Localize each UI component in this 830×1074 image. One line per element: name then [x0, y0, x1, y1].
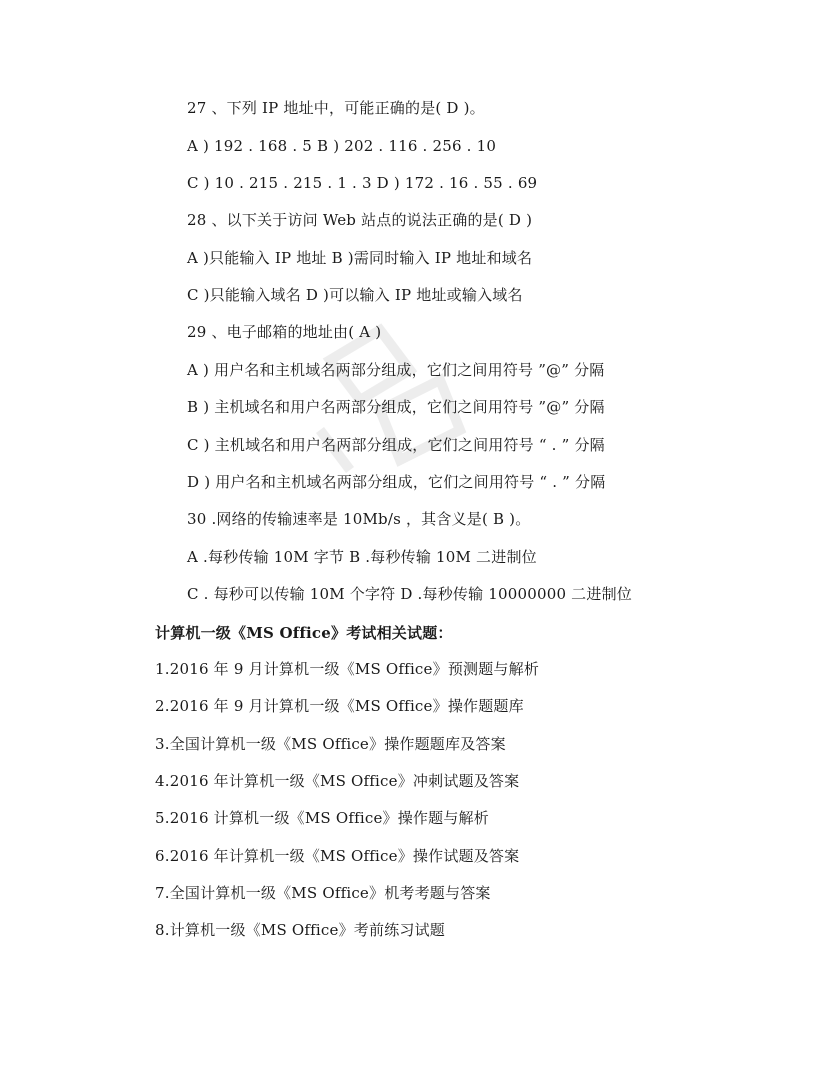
related-link-6[interactable]: 6.2016 年计算机一级《MS Office》操作试题及答案 — [155, 847, 520, 865]
question-27-options-cd: C ) 10 . 215 . 215 . 1 . 3 D ) 172 . 16 . 55 . 69 — [187, 174, 538, 192]
question-30-options-ab: A .每秒传输 10M 字节 B .每秒传输 10M 二进制位 — [187, 548, 537, 566]
question-30-text: 30 .网络的传输速率是 10Mb/s ，其含义是( B )。 — [187, 510, 531, 528]
question-29-option-a: A ) 用户名和主机域名两部分组成，它们之间用符号 ”@” 分隔 — [187, 361, 605, 379]
related-link-2[interactable]: 2.2016 年 9 月计算机一级《MS Office》操作题题库 — [155, 697, 524, 715]
question-29-text: 29 、电子邮箱的地址由( A ) — [187, 323, 382, 341]
related-link-3[interactable]: 3.全国计算机一级《MS Office》操作题题库及答案 — [155, 735, 506, 753]
related-link-1[interactable]: 1.2016 年 9 月计算机一级《MS Office》预测题与解析 — [155, 660, 540, 678]
question-27-options-ab: A ) 192 . 168 . 5 B ) 202 . 116 . 256 . 10 — [187, 137, 497, 155]
question-28-options-ab: A )只能输入 IP 地址 B )需同时输入 IP 地址和域名 — [187, 249, 533, 267]
related-link-8[interactable]: 8.计算机一级《MS Office》考前练习试题 — [155, 921, 445, 939]
related-link-4[interactable]: 4.2016 年计算机一级《MS Office》冲刺试题及答案 — [155, 772, 520, 790]
related-link-5[interactable]: 5.2016 计算机一级《MS Office》操作题与解析 — [155, 809, 489, 827]
question-28-options-cd: C )只能输入域名 D )可以输入 IP 地址或输入域名 — [187, 286, 523, 304]
question-29-option-c: C ) 主机域名和用户名两部分组成，它们之间用符号 “ . ” 分隔 — [187, 436, 605, 454]
question-30-options-cd: C . 每秒可以传输 10M 个字符 D .每秒传输 10000000 二进制位 — [187, 585, 632, 603]
question-27-text: 27 、下列 IP 地址中，可能正确的是( D )。 — [187, 99, 485, 117]
question-29-option-b: B ) 主机域名和用户名两部分组成，它们之间用符号 ”@” 分隔 — [187, 398, 605, 416]
question-29-option-d: D ) 用户名和主机域名两部分组成，它们之间用符号 “ . ” 分隔 — [187, 473, 606, 491]
related-link-7[interactable]: 7.全国计算机一级《MS Office》机考考题与答案 — [155, 884, 491, 902]
related-tests-heading: 计算机一级《MS Office》考试相关试题： — [155, 624, 453, 642]
question-28-text: 28 、以下关于访问 Web 站点的说法正确的是( D ) — [187, 211, 533, 229]
